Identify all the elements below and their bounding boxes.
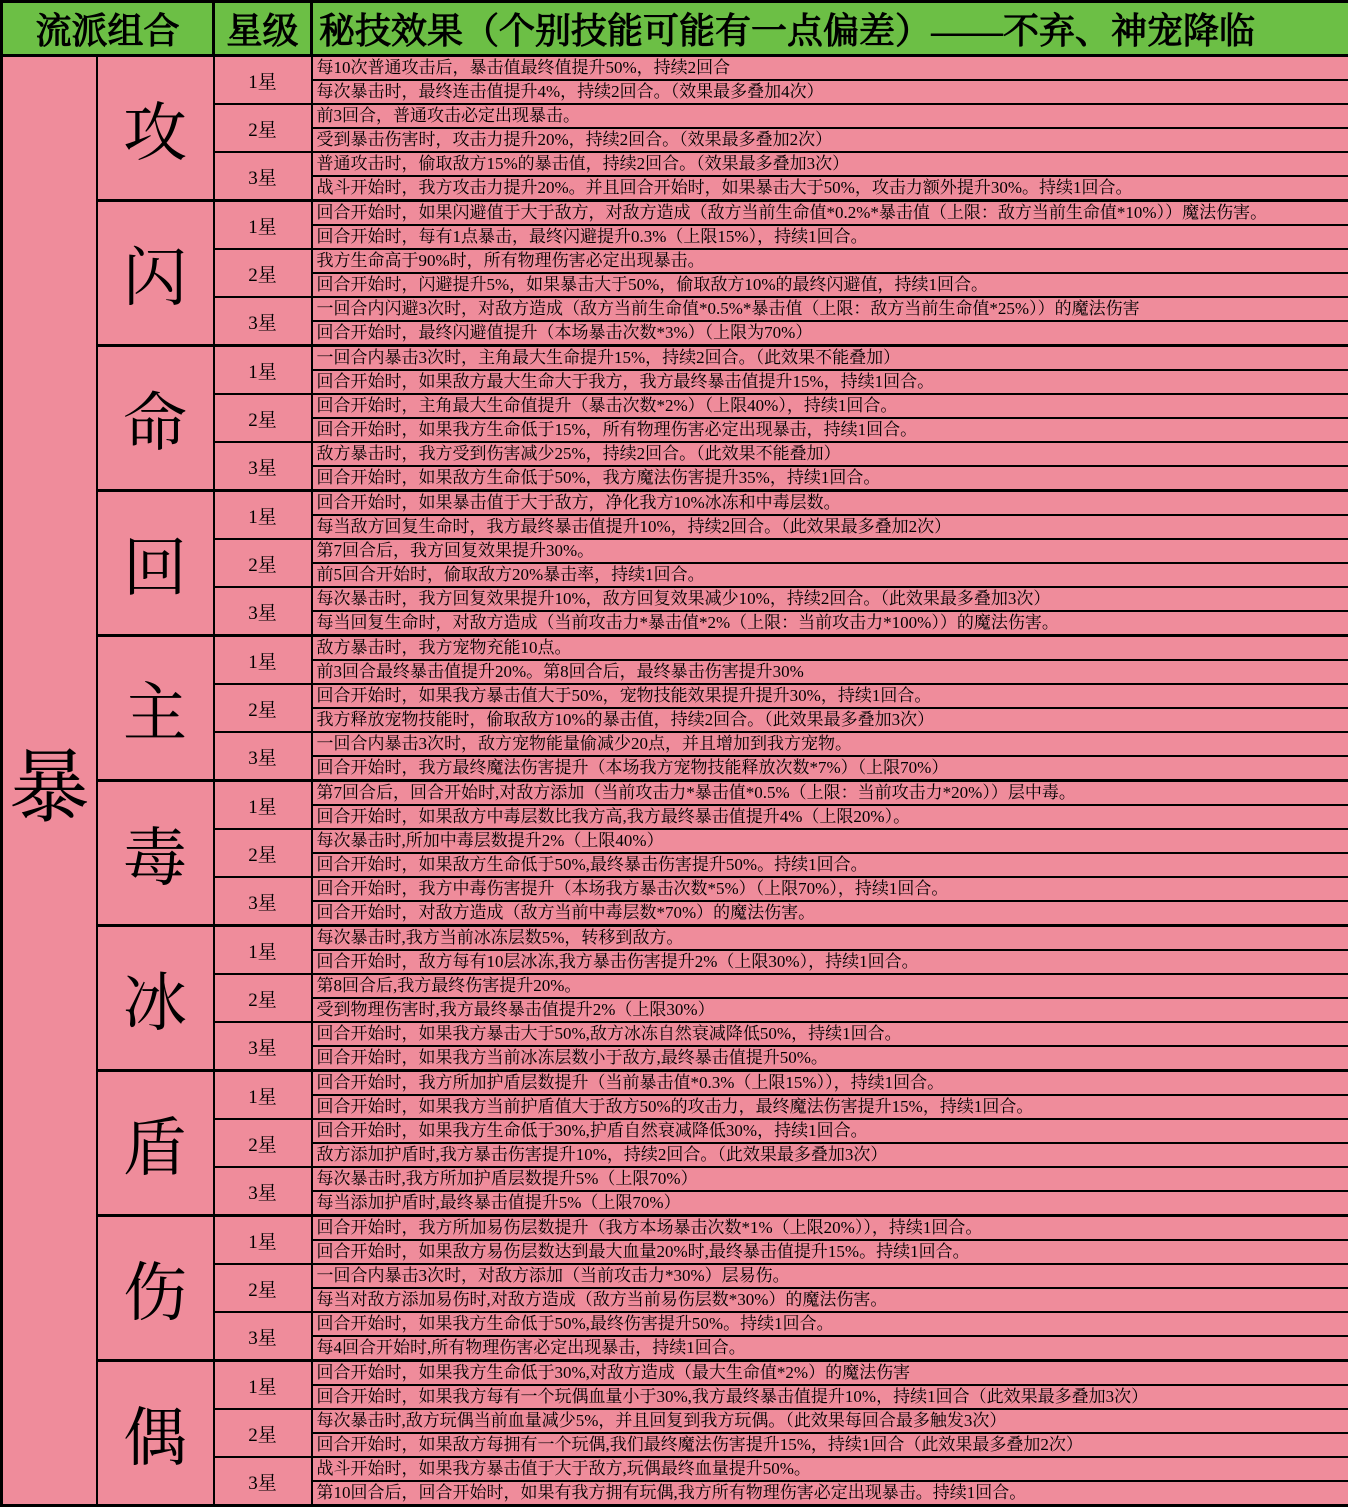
effect-cell: 敌方暴击时，我方受到伤害减少25%，持续2回合。（此效果不能叠加）: [312, 442, 1348, 466]
effect-cell: 每当敌方回复生命时，我方最终暴击值提升10%，持续2回合。（此效果最多叠加2次）: [312, 515, 1348, 539]
header-effect: 秘技效果（个别技能可能有一点偏差）——不弃、神宠降临: [312, 2, 1348, 56]
effect-cell: 回合开始时，如果敌方生命低于50%，我方魔法伤害提升35%，持续1回合。: [312, 466, 1348, 491]
effect-cell: 回合开始时，如果闪避值于大于敌方，对敌方造成（敌方当前生命值*0.2%*暴击值（上限：敌方当前生命值*10%））魔法伤害。: [312, 201, 1348, 226]
category-cell: 伤: [97, 1216, 214, 1361]
table-row: [2, 1216, 1348, 1241]
star-level-cell: 1星: [214, 636, 312, 685]
effect-cell: 回合开始时，对敌方造成（敌方当前中毒层数*70%）的魔法伤害。: [312, 901, 1348, 926]
star-level-cell: 2星: [214, 829, 312, 877]
star-level-cell: 1星: [214, 926, 312, 975]
table-row: [2, 926, 1348, 951]
category-cell: 主: [97, 636, 214, 781]
effect-cell: 回合开始时，我方所加易伤层数提升（我方本场暴击次数*1%（上限20%）），持续1回合。: [312, 1216, 1348, 1241]
effect-cell: 战斗开始时，我方攻击力提升20%。并且回合开始时，如果暴击大于50%，攻击力额外提升30%。持续1回合。: [312, 176, 1348, 201]
table-row: [2, 346, 1348, 371]
effect-cell: 每次暴击时,我方所加护盾层数提升5%（上限70%）: [312, 1167, 1348, 1191]
star-level-cell: 1星: [214, 56, 312, 105]
star-level-cell: 2星: [214, 249, 312, 297]
star-level-cell: 2星: [214, 1264, 312, 1312]
table-row: [2, 781, 1348, 806]
category-cell: 毒: [97, 781, 214, 926]
effect-cell: 每次暴击时,我方当前冰冻层数5%，转移到敌方。: [312, 926, 1348, 951]
root-label-cell: 暴: [2, 56, 97, 1506]
effect-cell: 回合开始时，每有1点暴击，最终闪避提升0.3%（上限15%），持续1回合。: [312, 225, 1348, 249]
header-star: 星级: [214, 2, 312, 56]
star-level-cell: 3星: [214, 877, 312, 926]
star-level-cell: 3星: [214, 152, 312, 201]
effect-cell: 受到物理伤害时,我方最终暴击值提升2%（上限30%）: [312, 998, 1348, 1022]
star-level-cell: 3星: [214, 297, 312, 346]
category-cell: 冰: [97, 926, 214, 1071]
effect-cell: 回合开始时，如果我方生命低于50%,最终伤害提升50%。持续1回合。: [312, 1312, 1348, 1336]
effect-cell: 普通攻击时，偷取敌方15%的暴击值，持续2回合。（效果最多叠加3次）: [312, 152, 1348, 176]
effect-cell: 回合开始时，如果暴击值于大于敌方，净化我方10%冰冻和中毒层数。: [312, 491, 1348, 516]
effect-cell: 每次暴击时，我方回复效果提升10%，敌方回复效果减少10%，持续2回合。（此效果最多叠加3次）: [312, 587, 1348, 611]
effect-cell: 一回合内暴击3次时，敌方宠物能量偷减少20点，并且增加到我方宠物。: [312, 732, 1348, 756]
effect-cell: 第10回合后，回合开始时，如果有我方拥有玩偶,我方所有物理伤害必定出现暴击。持续1回合。: [312, 1481, 1348, 1506]
effect-cell: 每当回复生命时，对敌方造成（当前攻击力*暴击值*2%（上限：当前攻击力*100%））的魔法伤害。: [312, 611, 1348, 636]
effect-cell: 每4回合开始时,所有物理伤害必定出现暴击，持续1回合。: [312, 1336, 1348, 1361]
star-level-cell: 2星: [214, 684, 312, 732]
effect-cell: 每当对敌方添加易伤时,对敌方造成（敌方当前易伤层数*30%）的魔法伤害。: [312, 1288, 1348, 1312]
effect-cell: 每次暴击时，最终连击值提升4%，持续2回合。（效果最多叠加4次）: [312, 80, 1348, 104]
effect-cell: 回合开始时，闪避提升5%，如果暴击大于50%，偷取敌方10%的最终闪避值，持续1回合。: [312, 273, 1348, 297]
star-level-cell: 2星: [214, 974, 312, 1022]
effect-cell: 我方生命高于90%时，所有物理伤害必定出现暴击。: [312, 249, 1348, 273]
table-row: [2, 491, 1348, 516]
category-cell: 攻: [97, 56, 214, 201]
effect-cell: 每次暴击时,所加中毒层数提升2%（上限40%）: [312, 829, 1348, 853]
star-level-cell: 3星: [214, 1022, 312, 1071]
effect-cell: 战斗开始时，如果我方暴击值于大于敌方,玩偶最终血量提升50%。: [312, 1457, 1348, 1481]
star-level-cell: 3星: [214, 442, 312, 491]
star-level-cell: 2星: [214, 539, 312, 587]
star-level-cell: 3星: [214, 1312, 312, 1361]
star-level-cell: 2星: [214, 1409, 312, 1457]
effect-cell: 每次暴击时,敌方玩偶当前血量减少5%，并且回复到我方玩偶。（此效果每回合最多触发3次）: [312, 1409, 1348, 1433]
effect-cell: 回合开始时，敌方每有10层冰冻,我方暴击伤害提升2%（上限30%），持续1回合。: [312, 950, 1348, 974]
category-cell: 偶: [97, 1361, 214, 1506]
effect-cell: 回合开始时，如果我方暴击值大于50%，宠物技能效果提升提升30%，持续1回合。: [312, 684, 1348, 708]
effect-cell: 每10次普通攻击后，暴击值最终值提升50%，持续2回合: [312, 56, 1348, 81]
star-level-cell: 1星: [214, 1071, 312, 1120]
table-row: [2, 1361, 1348, 1386]
effect-cell: 我方释放宠物技能时，偷取敌方10%的暴击值，持续2回合。（此效果最多叠加3次）: [312, 708, 1348, 732]
star-level-cell: 1星: [214, 346, 312, 395]
star-level-cell: 2星: [214, 104, 312, 152]
category-cell: 盾: [97, 1071, 214, 1216]
table-row: [2, 636, 1348, 661]
category-cell: 闪: [97, 201, 214, 346]
effect-cell: 回合开始时，我方所加护盾层数提升（当前暴击值*0.3%（上限15%）），持续1回合。: [312, 1071, 1348, 1096]
star-level-cell: 3星: [214, 587, 312, 636]
star-level-cell: 1星: [214, 1216, 312, 1265]
effect-cell: 一回合内暴击3次时，主角最大生命提升15%，持续2回合。（此效果不能叠加）: [312, 346, 1348, 371]
category-cell: 回: [97, 491, 214, 636]
effect-cell: 敌方添加护盾时,我方暴击伤害提升10%，持续2回合。（此效果最多叠加3次）: [312, 1143, 1348, 1167]
effect-cell: 回合开始时，最终闪避值提升（本场暴击次数*3%）（上限为70%）: [312, 321, 1348, 346]
effect-cell: 回合开始时，如果敌方中毒层数比我方高,我方最终暴击值提升4%（上限20%）。: [312, 805, 1348, 829]
effect-cell: 回合开始时，如果我方生命低于15%，所有物理伤害必定出现暴击，持续1回合。: [312, 418, 1348, 442]
effect-cell: 回合开始时，如果敌方生命低于50%,最终暴击伤害提升50%。持续1回合。: [312, 853, 1348, 877]
effect-cell: 回合开始时，我方中毒伤害提升（本场我方暴击次数*5%）（上限70%），持续1回合。: [312, 877, 1348, 901]
category-cell: 命: [97, 346, 214, 491]
effect-cell: 一回合内闪避3次时，对敌方造成（敌方当前生命值*0.5%*暴击值（上限：敌方当前生命值*25%））的魔法伤害: [312, 297, 1348, 321]
star-level-cell: 2星: [214, 394, 312, 442]
effect-cell: 回合开始时，如果敌方最大生命大于我方，我方最终暴击值提升15%，持续1回合。: [312, 370, 1348, 394]
table-row: [2, 56, 1348, 81]
star-level-cell: 1星: [214, 201, 312, 250]
effect-cell: 前3回合，普通攻击必定出现暴击。: [312, 104, 1348, 128]
effect-cell: 前5回合开始时，偷取敌方20%暴击率，持续1回合。: [312, 563, 1348, 587]
star-level-cell: 2星: [214, 1119, 312, 1167]
effect-cell: 回合开始时，如果敌方易伤层数达到最大血量20%时,最终暴击值提升15%。持续1回合。: [312, 1240, 1348, 1264]
header-row: [2, 2, 1348, 56]
effect-cell: 每当添加护盾时,最终暴击值提升5%（上限70%）: [312, 1191, 1348, 1216]
effect-cell: 回合开始时，如果我方暴击大于50%,敌方冰冻自然衰减降低50%，持续1回合。: [312, 1022, 1348, 1046]
effect-cell: 第7回合后，回合开始时,对敌方添加（当前攻击力*暴击值*0.5%（上限：当前攻击力*20%））层中毒。: [312, 781, 1348, 806]
effect-cell: 受到暴击伤害时，攻击力提升20%，持续2回合。（效果最多叠加2次）: [312, 128, 1348, 152]
effect-cell: 第8回合后,我方最终伤害提升20%。: [312, 974, 1348, 998]
star-level-cell: 1星: [214, 491, 312, 540]
effect-cell: 回合开始时，主角最大生命值提升（暴击次数*2%）（上限40%），持续1回合。: [312, 394, 1348, 418]
effect-cell: 一回合内暴击3次时，对敌方添加（当前攻击力*30%）层易伤。: [312, 1264, 1348, 1288]
effect-cell: 回合开始时，如果我方当前护盾值大于敌方50%的攻击力，最终魔法伤害提升15%，持续1回合。: [312, 1095, 1348, 1119]
table-body: [2, 56, 1348, 1506]
star-level-cell: 1星: [214, 1361, 312, 1410]
effect-cell: 回合开始时，如果我方每有一个玩偶血量小于30%,我方最终暴击值提升10%，持续1回合（此效果最多叠加3次）: [312, 1385, 1348, 1409]
table-row: [2, 201, 1348, 226]
effect-cell: 回合开始时，如果我方生命低于30%,对敌方造成（最大生命值*2%）的魔法伤害: [312, 1361, 1348, 1386]
effect-cell: 前3回合最终暴击值提升20%。第8回合后，最终暴击伤害提升30%: [312, 660, 1348, 684]
star-level-cell: 3星: [214, 1457, 312, 1506]
effect-cell: 回合开始时，如果我方生命低于30%,护盾自然衰减降低30%，持续1回合。: [312, 1119, 1348, 1143]
effect-cell: 敌方暴击时，我方宠物充能10点。: [312, 636, 1348, 661]
table-row: [2, 1071, 1348, 1096]
effect-cell: 回合开始时，如果我方当前冰冻层数小于敌方,最终暴击值提升50%。: [312, 1046, 1348, 1071]
star-level-cell: 3星: [214, 732, 312, 781]
star-level-cell: 3星: [214, 1167, 312, 1216]
effect-cell: 回合开始时，我方最终魔法伤害提升（本场我方宠物技能释放次数*7%）（上限70%）: [312, 756, 1348, 781]
header-combo: 流派组合: [2, 2, 214, 56]
effect-cell: 回合开始时，如果敌方每拥有一个玩偶,我们最终魔法伤害提升15%，持续1回合（此效果最多叠加2次）: [312, 1433, 1348, 1457]
star-level-cell: 1星: [214, 781, 312, 830]
effect-cell: 第7回合后，我方回复效果提升30%。: [312, 539, 1348, 563]
